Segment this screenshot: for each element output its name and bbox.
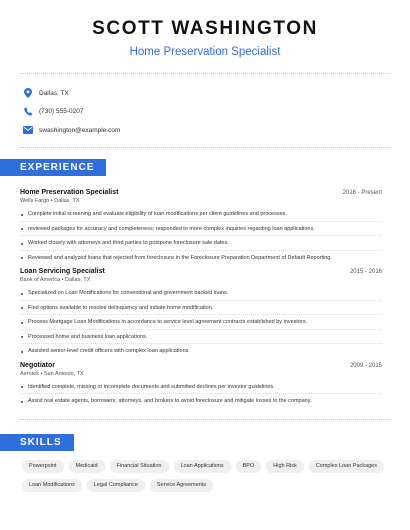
job-company-line: Bank of America • Dallas, TX xyxy=(20,277,91,283)
skill-chip: Medicaid xyxy=(69,460,105,473)
candidate-title: Home Preservation Specialist xyxy=(129,46,281,58)
bullet-item: Assist real estate agents, borrowers, attorneys, and brokers to avoid foreclosure and mitigate losses to the company. xyxy=(20,394,382,409)
job-location: Dallas, TX xyxy=(65,277,91,283)
skill-chip: Financial Situation xyxy=(110,460,169,473)
job-title: Negotiator xyxy=(20,361,55,369)
job-title: Home Preservation Specialist xyxy=(20,189,119,196)
skill-chip: Legal Compliance xyxy=(87,479,145,492)
job-dates: 2016 - Present xyxy=(342,190,382,196)
job-company-line: Aerotek • San Antonio, TX xyxy=(20,370,84,377)
divider xyxy=(20,419,390,420)
job-dates: 2009 - 2015 xyxy=(349,362,382,369)
phone-icon xyxy=(23,107,33,117)
bullet-item: Complete initial screening and evaluate eligibility of loan modifications per client guidelines and processes. xyxy=(20,207,382,222)
bullet-item: Identified complete, missing or incomplete documents and submitted declines per investor guidelines. xyxy=(20,380,382,395)
job-company: Bank of America xyxy=(20,277,61,283)
skills-list xyxy=(0,451,410,498)
contact-email-text: swashington@example.com xyxy=(39,126,121,134)
bullet-item: Process Mortgage Loan Modifications in accordance to service level agreement contracts established by investors. xyxy=(20,315,382,330)
job-company-line: Wells Fargo • Dallas, TX xyxy=(20,198,80,204)
contact-location xyxy=(23,84,410,102)
contact-phone xyxy=(23,103,410,121)
skill-chip: Loan Applications xyxy=(174,460,231,473)
bullet-item: reviewed packages for accuracy and completeness; responded to more complex inquiries regarding loan applications. xyxy=(20,222,382,237)
envelope-icon xyxy=(23,125,33,135)
job-entry xyxy=(0,189,410,265)
skill-chip: Complex Loan Packages xyxy=(309,460,384,473)
job-bullets xyxy=(20,207,382,265)
skill-chip: BPO xyxy=(236,460,262,473)
location-pin-icon xyxy=(23,88,33,98)
job-title: Loan Servicing Specialist xyxy=(20,268,105,275)
skill-chip: Powerpoint xyxy=(22,460,64,473)
job-location: Dallas, TX xyxy=(54,198,80,204)
job-dates: 2015 - 2016 xyxy=(349,269,382,275)
skill-chip: Loan Modifications xyxy=(22,479,82,492)
job-company: Aerotek xyxy=(20,370,39,377)
bullet-item: Reviewed and analyzed loans that rejected from foreclosure in the Foreclosure Preparation Department of Default Reporting. xyxy=(20,251,382,266)
bullet-item: Specialized on Loan Modifications for conventional and government backed loans. xyxy=(20,286,382,301)
job-bullets xyxy=(20,380,382,409)
contact-list xyxy=(0,74,410,139)
bullet-item: Worked closely with attorneys and third parties to postpone foreclosure sale dates. xyxy=(20,236,382,251)
contact-phone-text: (730) 555-0207 xyxy=(39,108,84,115)
skill-chip: Service Agreements xyxy=(150,479,213,492)
job-bullets xyxy=(20,286,382,359)
bullet-item: Assisted senior-level credit officers with complex loan applications. xyxy=(20,344,382,359)
bullet-item: Find options available to resolve delinquency and initiate home modification. xyxy=(20,301,382,316)
resume-header xyxy=(0,0,410,59)
skill-chip: High Risk xyxy=(266,460,304,473)
bullet-item: Processed home and business loan applications. xyxy=(20,330,382,345)
contact-location-text: Dallas, TX xyxy=(39,89,69,97)
job-entry xyxy=(0,362,410,409)
candidate-name: SCOTT WASHINGTON xyxy=(92,18,318,39)
section-heading-skills: SKILLS xyxy=(0,434,74,451)
job-location: San Antonio, TX xyxy=(43,370,84,377)
contact-email xyxy=(23,121,410,139)
job-company: Wells Fargo xyxy=(20,198,50,204)
divider xyxy=(20,147,390,148)
section-heading-experience: EXPERIENCE xyxy=(0,159,106,176)
job-entry xyxy=(0,268,410,359)
